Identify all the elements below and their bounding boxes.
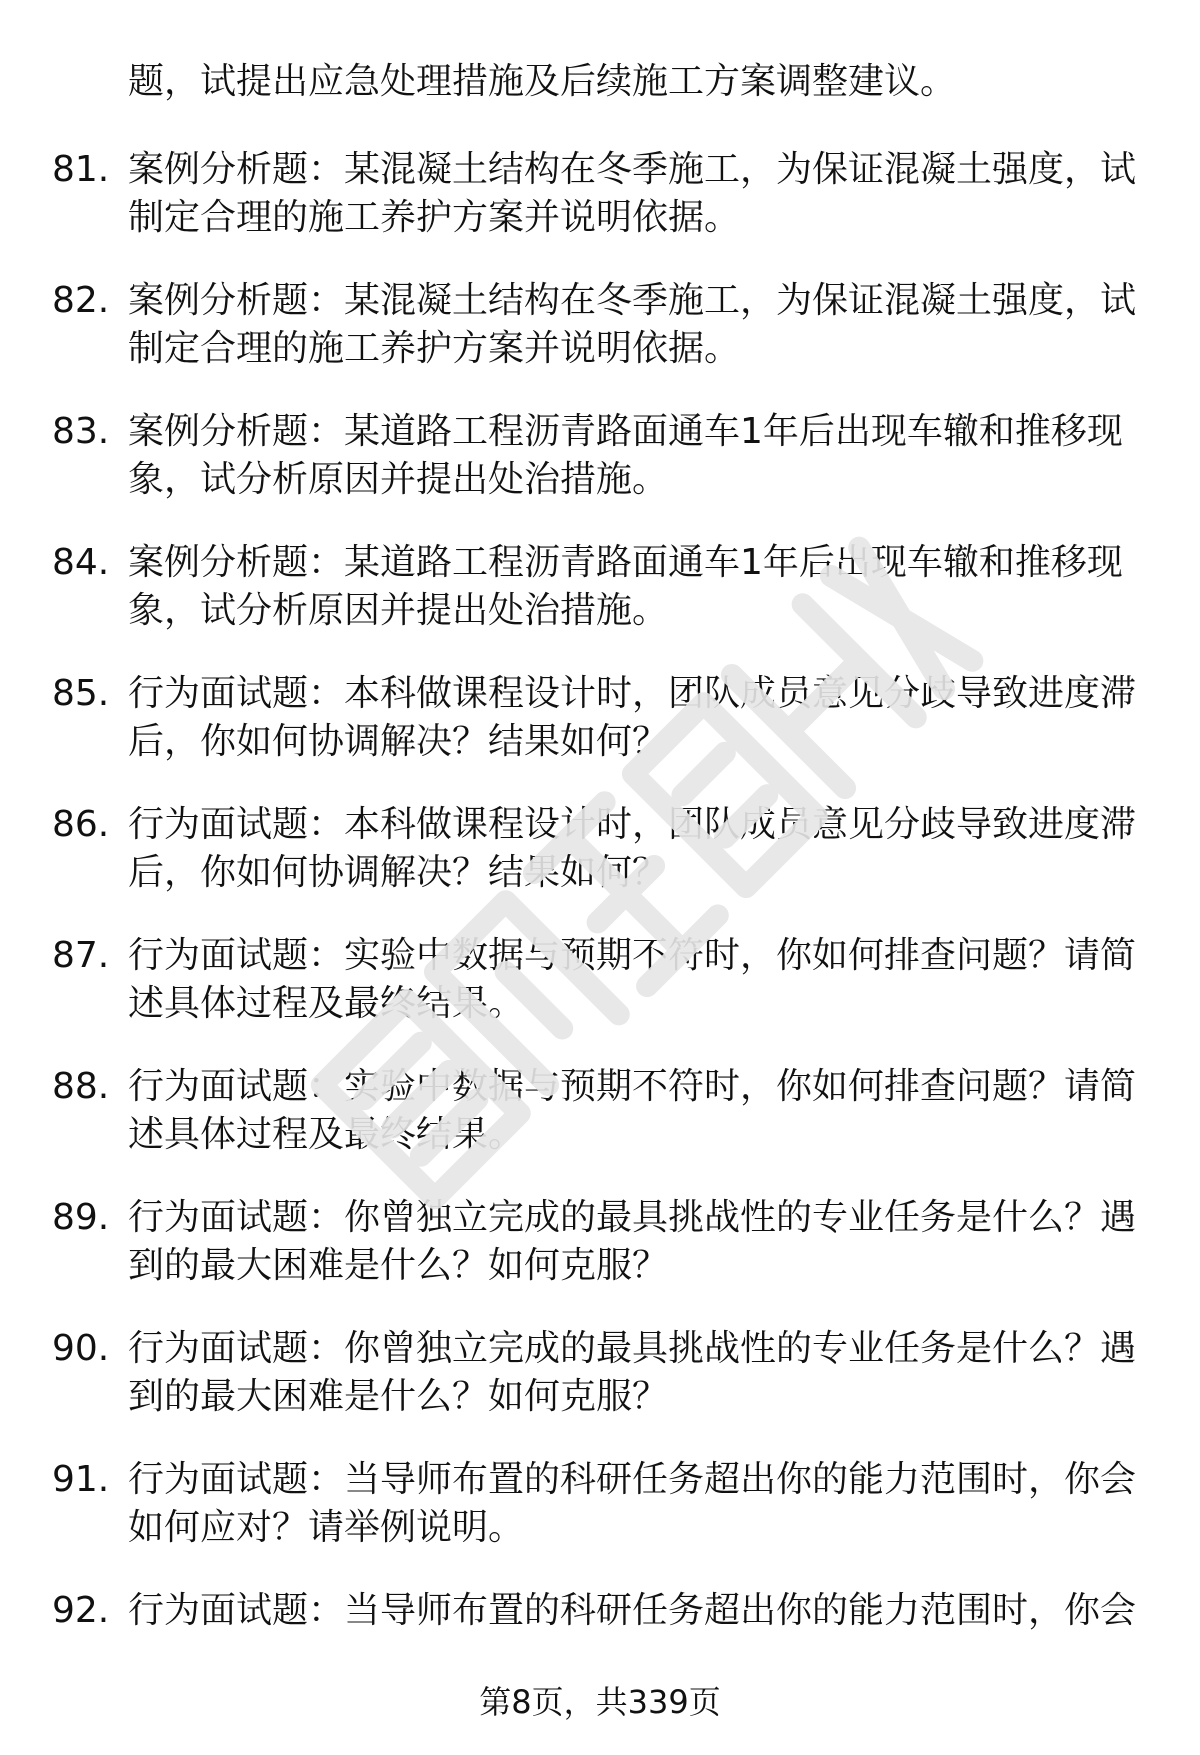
question-number: 88. [52,1066,110,1107]
question-number: 84. [52,542,110,583]
question-list [52,146,1152,1718]
question-text: 案例分析题：某混凝土结构在冬季施工，为保证混凝土强度，试制定合理的施工养护方案并说明依据。 [128,280,1137,369]
question-text: 行为面试题：当导师布置的科研任务超出你的能力范围时，你会 [128,1590,1137,1631]
continued-question-text: 题，试提出应急处理措施及后续施工方案调整建议。 [128,61,957,102]
question-item [52,408,1152,539]
question-item [52,539,1152,670]
question-number: 89. [52,1197,110,1238]
page-number-footer: 第8页，共339页 [479,1683,721,1721]
question-text: 行为面试题：本科做课程设计时，团队成员意见分歧导致进度滞后，你如何协调解决？结果如何？ [128,673,1137,762]
question-text: 行为面试题：实验中数据与预期不符时，你如何排查问题？请简述具体过程及最终结果。 [128,1066,1137,1155]
question-item [52,277,1152,408]
question-text: 行为面试题：你曾独立完成的最具挑战性的专业任务是什么？遇到的最大困难是什么？如何克服？ [128,1197,1137,1286]
question-number: 85. [52,673,110,714]
question-item [52,670,1152,801]
question-number: 91. [52,1459,110,1500]
question-text: 行为面试题：你曾独立完成的最具挑战性的专业任务是什么？遇到的最大困难是什么？如何克服？ [128,1328,1137,1417]
question-item [52,932,1152,1063]
question-item [52,1194,1152,1325]
question-text: 案例分析题：某混凝土结构在冬季施工，为保证混凝土强度，试制定合理的施工养护方案并说明依据。 [128,149,1137,238]
question-number: 82. [52,280,110,321]
question-text: 案例分析题：某道路工程沥青路面通车1年后出现车辙和推移现象，试分析原因并提出处治措施。 [128,542,1123,631]
question-text: 行为面试题：实验中数据与预期不符时，你如何排查问题？请简述具体过程及最终结果。 [128,935,1137,1024]
question-number: 90. [52,1328,110,1369]
question-number: 87. [52,935,110,976]
question-number: 83. [52,411,110,452]
question-item [52,146,1152,277]
question-text: 案例分析题：某道路工程沥青路面通车1年后出现车辙和推移现象，试分析原因并提出处治措施。 [128,411,1123,500]
question-number: 92. [52,1590,110,1631]
question-number: 81. [52,149,110,190]
question-text: 行为面试题：当导师布置的科研任务超出你的能力范围时，你会如何应对？请举例说明。 [128,1459,1137,1548]
question-item [52,1456,1152,1587]
question-number: 86. [52,804,110,845]
question-item [52,1063,1152,1194]
question-item [52,1325,1152,1456]
question-item [52,801,1152,932]
question-text: 行为面试题：本科做课程设计时，团队成员意见分歧导致进度滞后，你如何协调解决？结果如何？ [128,804,1137,893]
